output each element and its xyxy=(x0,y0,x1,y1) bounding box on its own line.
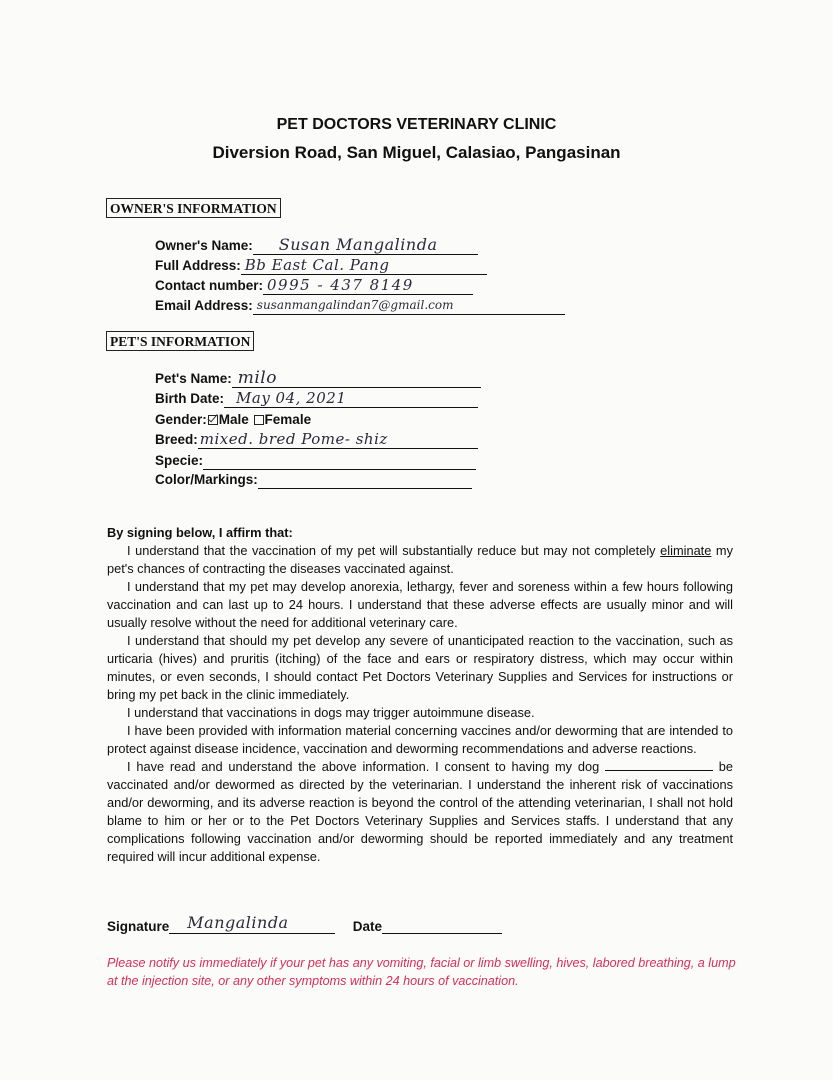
owner-address-value: Bb East Cal. Pang xyxy=(244,256,390,274)
gender-row xyxy=(155,412,311,427)
owner-contact-label: Contact number: xyxy=(155,278,263,293)
owner-name-value: Susan Mangalinda xyxy=(278,235,438,254)
signature-label: Signature xyxy=(107,919,170,934)
breed-value: mixed. bred Pome- shiz xyxy=(199,430,388,448)
date-label: Date xyxy=(352,919,383,934)
breed-row xyxy=(155,430,478,449)
color-row xyxy=(155,470,472,489)
date-field[interactable] xyxy=(382,917,502,934)
owner-address-field[interactable] xyxy=(241,256,487,275)
consent-p1-underlined: eliminate xyxy=(660,543,712,558)
consent-p1-end: my pet's chances of contracting the diseases vaccinated against. xyxy=(107,543,733,576)
consent-paragraph-1 xyxy=(107,542,733,578)
signature-value: Mangalinda xyxy=(187,913,289,932)
female-checkbox[interactable] xyxy=(254,415,264,425)
birth-date-label: Birth Date: xyxy=(155,391,225,406)
clinic-name: PET DOCTORS VETERINARY CLINIC xyxy=(276,116,557,133)
owner-email-field[interactable] xyxy=(253,296,565,315)
breed-field[interactable] xyxy=(198,430,478,449)
consent-paragraph-3: I understand that should my pet develop any severe of unanticipated reaction to the vaccination, such as urticaria (hives) and pruritis (itching) of the face and ears or respiratory distress, which may occur within minutes, or even seconds, I should contact Pet Doctors Veterinary Supplies and Services for instructions or bring my pet back in the clinic immediately. xyxy=(107,633,733,702)
owner-email-row xyxy=(155,296,565,315)
consent-paragraph-4: I understand that vaccinations in dogs may trigger autoimmune disease. xyxy=(127,705,535,720)
consent-heading: By signing below, I affirm that: xyxy=(107,525,293,540)
owner-section-title: OWNER'S INFORMATION xyxy=(106,198,281,218)
owner-contact-row xyxy=(155,276,473,295)
clinic-address: Diversion Road, San Miguel, Calasiao, Pangasinan xyxy=(212,143,621,162)
specie-field[interactable] xyxy=(203,451,476,470)
owner-address-label: Full Address: xyxy=(155,258,241,273)
owner-email-label: Email Address: xyxy=(155,298,253,313)
owner-name-field[interactable] xyxy=(253,236,478,255)
owner-name-row xyxy=(155,236,478,255)
consent-p6-start: I have read and understand the above information. I consent to having my dog xyxy=(127,759,605,774)
consent-paragraph-5: I have been provided with information material concerning vaccines and/or deworming that are intended to protect against disease incidence, vaccination and deworming recommendations and adverse reactions. xyxy=(107,723,733,756)
pet-name-label: Pet's Name: xyxy=(155,371,232,386)
consent-paragraph-2: I understand that my pet may develop anorexia, lethargy, fever and soreness within a few hours following vaccination and can last up to 24 hours. I understand that these adverse effects are usually minor and will usually resolve without the need for additional veterinary care. xyxy=(107,579,733,630)
birth-date-row xyxy=(155,389,478,408)
owner-name-label: Owner's Name: xyxy=(155,238,253,253)
male-label: Male xyxy=(218,412,249,427)
consent-paragraph-6 xyxy=(107,758,733,866)
male-checkbox[interactable] xyxy=(208,415,218,425)
pet-name-row xyxy=(155,369,481,388)
pet-name-value: milo xyxy=(237,368,277,388)
color-label: Color/Markings: xyxy=(155,472,258,487)
dog-name-blank[interactable] xyxy=(605,759,713,771)
specie-label: Specie: xyxy=(155,453,204,468)
owner-email-value: susanmangalindan7@gmail.com xyxy=(256,298,454,312)
specie-row xyxy=(155,451,476,470)
consent-text xyxy=(107,524,733,866)
pet-section-title: PET'S INFORMATION xyxy=(106,331,254,351)
female-label: Female xyxy=(264,412,312,427)
gender-label: Gender: xyxy=(155,412,207,427)
owner-contact-value: 0995 - 437 8149 xyxy=(267,276,414,294)
consent-p1-start: I understand that the vaccination of my pet will substantially reduce but may not completely xyxy=(127,543,661,558)
color-field[interactable] xyxy=(258,470,472,489)
pet-name-field[interactable] xyxy=(232,369,481,388)
owner-contact-field[interactable] xyxy=(263,276,473,295)
breed-label: Breed: xyxy=(155,432,198,447)
owner-address-row xyxy=(155,256,487,275)
consent-p6-end: be vaccinated and/or dewormed as directed by the veterinarian. I understand the inherent risk of vaccinations and/or deworming, and its adverse reaction is beyond the control of the attending veterinarian, I shall not hold blame to him or her or to the Pet Doctors Veterinary Supplies and Services staffs. I understand that any complications following vaccination and/or deworming should be reported immediately and any treatment required will incur additional expense. xyxy=(107,759,733,864)
notice-text: Please notify us immediately if your pet has any vomiting, facial or limb swelling, hives, labored breathing, a lump at the injection site, or any other symptoms within 24 hours of vaccination. xyxy=(107,956,736,988)
signature-field[interactable] xyxy=(169,913,335,934)
signature-row xyxy=(107,913,502,934)
birth-date-field[interactable] xyxy=(224,389,478,408)
birth-date-value: May 04, 2021 xyxy=(236,389,347,407)
